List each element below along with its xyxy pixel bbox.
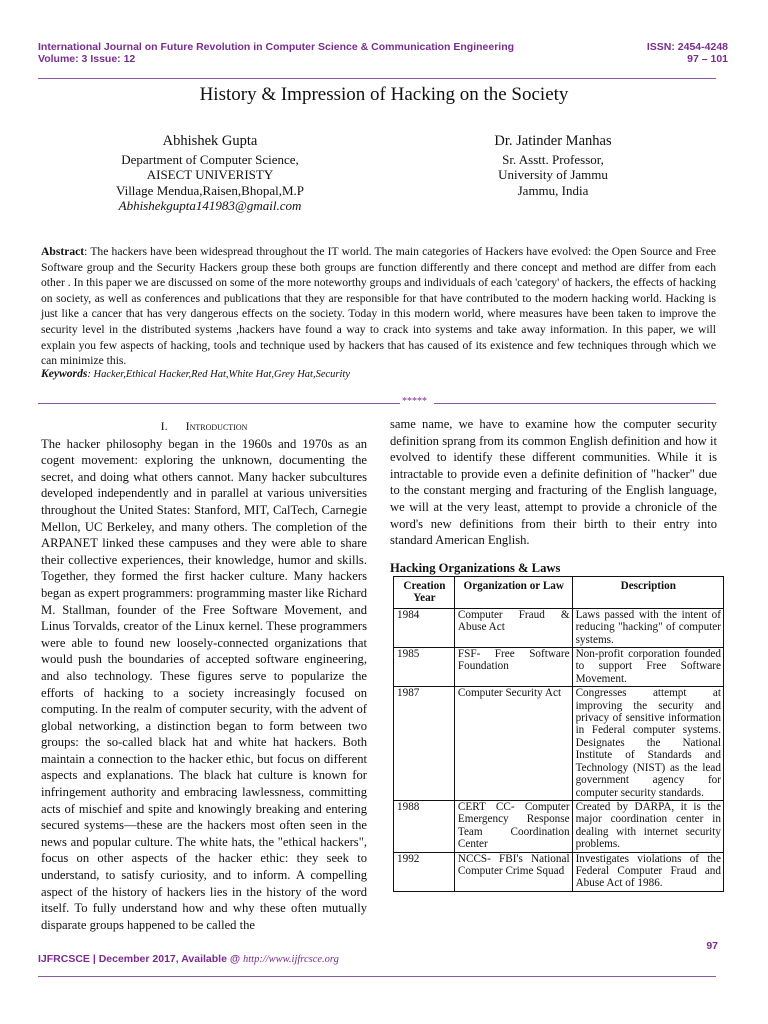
cell-description: Laws passed with the intent of reducing "hacking" of computer systems. — [572, 608, 723, 647]
intro-paragraph-left: The hacker philosophy began in the 1960s and 1970s as an cogent movement: exploring the unknown, documenting the secret, and doing what others cannot. Many hacker subcultures developed independently and in parallel at various universities throughout the United States: Stanford, MIT, CalTech, Carnegie Mellon, UC Berkeley, and many others. The completion of the ARPANET linked these campuses and they were able to share their collective experiences, their knowledge, humor and skills. Together, they formed the first hacker culture. Many hackers began as expert programmers: programming master like Richard M. Stallman, founder of the Free Software Movement, and Linus Torvalds, creator of the Linux kernel. These programmers were able to found new loosely-connected organizations that would push the boundaries of accepted software engineering, and also technology. These figures serve to popularize the efforts of hacking to a society increasingly focused on computing. In the realm of computer security, with the advent of global networking, a distinction began to form between two groups: the so-called black hat and white hat hackers. Both maintain a connection to the hacker ethic, but focus on different aspects and explanations. The black hat culture is known for infringement authority and embracing lawlessness, committing acts of mischief and spite and knowingly breaking and entering secured systems—these are the hackers most often seen in the news and popular culture. The white hats, the "ethical hackers", focus on other aspects of the hacker ethic: they seek to understand, to satisfy curiosity, and to inform. A compelling aspect of the history of hackers lies in the history of the word itself. To fully understand how and why these often mutually disparate groups happened to be called the — [41, 436, 367, 932]
author-1-email[interactable]: Abhishekgupta141983@gmail.com — [118, 198, 302, 213]
journal-title: International Journal on Future Revolution in Computer Science & Communication Engineering — [38, 41, 515, 53]
author-1 — [100, 134, 320, 214]
abstract-text: : The hackers have been widespread throughout the IT world. The main categories of Hackers have evolved: the Open Source and Free Software group and the Security Hackers group these both groups are function differently and there concept and method are differ from each other . In this paper we are discussed on some of the more noteworthy groups and individuals of each 'category' of hackers, the effects of hacking on society, as well as conferences and publications that they are responsible for that have contributed to the modern hacking world. Hacking is just like a cancer that has very dangerous effects on the society. Today in this modern world, where measures have been taken to improve the security level in the distributed systems ,hackers have found a way to crack into systems and take away information. In this paper, we will explain you few aspects of hacking, tools and technique used by hackers that has caused of its existence and few techniques through which we can minimize this. — [41, 245, 716, 368]
keywords-text: : Hacker,Ethical Hacker,Red Hat,White Hat,Grey Hat,Security — [87, 369, 350, 380]
cell-description: Non-profit corporation founded to support Free Software Movement. — [572, 648, 723, 687]
table-row — [394, 687, 724, 801]
cell-year: 1987 — [394, 687, 455, 801]
section-heading-introduction — [41, 418, 367, 435]
section-separator — [38, 397, 716, 409]
intro-paragraph-right: same name, we have to examine how the computer security definition sprang from its common English definition and how it evolved to identify these different communities. While it is intractable to provide even a definite definition of "hacker" due to the constant merging and fracturing of the English language, we will at the very least, attempt to provide a chronicle of the word's new definitions from their birth to their entry into standard American English. — [390, 417, 717, 548]
page-number: 97 — [706, 940, 718, 952]
table-header-row — [394, 577, 724, 609]
cell-year: 1992 — [394, 852, 455, 891]
cell-year: 1988 — [394, 800, 455, 852]
journal-issn-block — [647, 41, 728, 65]
author-2-affil-1: Sr. Asstt. Professor, — [502, 151, 604, 167]
footer-link[interactable]: http://www.ijfrcsce.org — [243, 954, 339, 965]
author-1-affil-3: Village Mendua,Raisen,Bhopal,M.P — [115, 182, 305, 198]
journal-issn: ISSN: 2454-4248 — [646, 41, 728, 53]
cell-organization: CERT CC- Computer Emergency Response Team Coordination Center — [454, 800, 572, 852]
author-2-affil-2: University of Jammu — [498, 167, 608, 182]
right-column — [390, 416, 717, 549]
journal-volume: Volume: 3 Issue: 12 — [38, 53, 136, 65]
section-number: I. — [160, 419, 168, 433]
cell-organization: Computer Security Act — [454, 687, 572, 801]
cell-organization: Computer Fraud & Abuse Act — [454, 608, 572, 647]
table-title: Hacking Organizations & Laws — [390, 561, 561, 575]
separator-stars: ***** — [402, 396, 427, 407]
keywords — [41, 367, 350, 380]
keywords-label: Keywords — [41, 367, 88, 380]
table-row — [394, 800, 724, 852]
header-organization: Organization or Law — [454, 577, 572, 609]
author-1-name: Abhishek Gupta — [162, 133, 258, 149]
table-row — [394, 852, 724, 891]
author-2 — [463, 134, 643, 198]
footer-text: IJFRCSCE | December 2017, Available @ — [38, 953, 243, 965]
journal-pages: 97 – 101 — [687, 53, 728, 65]
section-title: Introduction — [185, 419, 248, 433]
table-row — [394, 608, 724, 647]
author-1-affil-1: Department of Computer Science, — [121, 151, 299, 167]
abstract — [41, 244, 716, 369]
journal-name — [38, 41, 514, 65]
header-year: Creation Year — [394, 577, 455, 609]
abstract-label: Abstract — [41, 245, 85, 258]
separator-line-left — [38, 403, 400, 404]
header-description: Description — [572, 577, 723, 609]
author-1-affil-2: AISECT UNIVERISTY — [146, 167, 274, 182]
cell-description: Congresses attempt at improving the security and privacy of sensitive information in Federal computer systems. Designates the National Institute of Standards and Technology (NIST) as the lead government agency for computer security standards. — [572, 687, 723, 801]
cell-organization: NCCS- FBI's National Computer Crime Squad — [454, 852, 572, 891]
cell-year: 1984 — [394, 608, 455, 647]
hacking-laws-table — [393, 576, 724, 892]
cell-year: 1985 — [394, 648, 455, 687]
header-rule — [38, 78, 716, 79]
table-row — [394, 648, 724, 687]
cell-description: Created by DARPA, it is the major coordination center in dealing with internet security problems. — [572, 800, 723, 852]
footer-rule — [38, 976, 716, 977]
author-2-affil-3: Jammu, India — [517, 182, 589, 198]
cell-organization: FSF- Free Software Foundation — [454, 648, 572, 687]
left-column — [41, 418, 367, 933]
footer-citation — [38, 953, 339, 965]
cell-description: Investigates violations of the Federal Computer Fraud and Abuse Act of 1986. — [572, 852, 723, 891]
paper-title: History & Impression of Hacking on the Society — [199, 84, 569, 105]
author-2-name: Dr. Jatinder Manhas — [494, 133, 612, 149]
separator-line-right — [434, 403, 716, 404]
